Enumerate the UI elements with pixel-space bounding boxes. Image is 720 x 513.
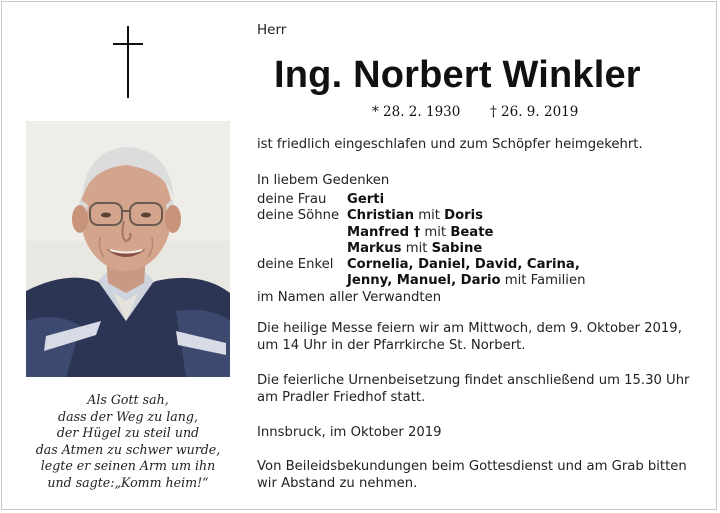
place-date: Innsbruck, im Oktober 2019 [257,425,442,440]
son-name: Manfred † [347,224,421,240]
poem-line: der Hügel zu steil und [56,425,200,440]
birth-date: * 28. 2. 1930 [372,104,461,120]
poem-line: und sagte:„Komm heim!“ [47,474,209,490]
relatives-text: im Namen aller Verwandten [257,289,442,305]
partner-name: Beate [450,224,494,240]
poem-line: das Atmen zu schwer wurde, [35,441,221,457]
cross-icon [113,26,143,98]
grandchildren-suffix: mit Familien [500,273,586,289]
death-date: † 26. 9. 2019 [490,104,579,120]
wife-name: Gerti [347,192,385,207]
son-name: Markus [347,240,402,256]
deceased-name: Ing. Norbert Winkler [274,54,641,96]
poem-line: legte er seinen Arm um ihn [40,458,216,473]
salutation: Herr [257,22,287,38]
connector-text: mit [414,208,445,224]
grandchildren-label: deine Enkel [257,257,334,273]
announcement-text: ist friedlich eingeschlafen und zum Schöpfer heimgekehrt. [257,137,643,152]
grandchildren-names: Jenny, Manuel, Dario [347,273,501,289]
connector-text: mit [401,240,432,256]
grandchildren-names: Cornelia, Daniel, David, Carina, [347,257,580,273]
life-dates [372,104,579,120]
poem-line: dass der Weg zu lang, [58,408,198,424]
condolence-line1: Von Beileidsbekundungen beim Gottesdienst und am Grab bitten [257,459,687,474]
poem-line: Als Gott sah, [87,392,169,407]
portrait-photo [26,121,230,377]
connector-text: mit [420,224,451,240]
mass-text-line2: um 14 Uhr in der Pfarrkirche St. Norbert. [257,338,526,353]
partner-name: Doris [444,208,484,224]
mass-text-line1: Die heilige Messe feiern wir am Mittwoch, dem 9. Oktober 2019, [257,321,682,336]
urn-text-line1: Die feierliche Urnenbeisetzung findet anschließend um 15.30 Uhr [257,373,690,388]
memorial-heading: In liebem Gedenken [257,173,390,188]
condolence-line2: wir Abstand zu nehmen. [257,476,418,491]
memorial-poem [26,392,230,491]
son-name: Christian [347,208,415,224]
wife-label: deine Frau [257,192,327,207]
sons-label: deine Söhne [257,208,340,224]
partner-name: Sabine [431,240,483,256]
urn-text-line2: am Pradler Friedhof statt. [257,390,426,405]
